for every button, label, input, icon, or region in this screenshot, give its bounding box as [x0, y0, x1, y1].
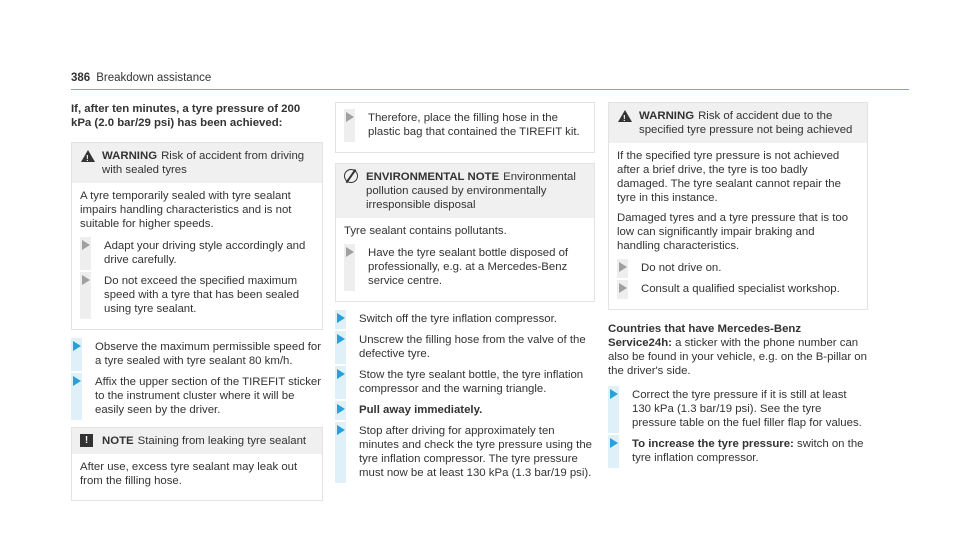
arrow-icon [610, 389, 618, 399]
list-item: To increase the tyre pressure: switch on the tyre inflation compressor. [608, 437, 868, 465]
column-2 [335, 102, 595, 487]
intro-heading: If, after ten minutes, a tyre pressure of 200 kPa (2.0 bar/29 psi) has been achieved: [71, 103, 301, 129]
note-title: Staining from leaking tyre sealant [137, 435, 307, 447]
warning-box-header [72, 143, 322, 183]
arrow-icon [82, 240, 90, 250]
list-item: Correct the tyre pressure if it is still at least 130 kPa (1.3 bar/19 psi). See the tyre pressure table on the fuel filler flap for values. [608, 388, 868, 430]
warning-box-body [72, 183, 322, 329]
warning-label: WARNING [102, 150, 158, 162]
environment-icon [344, 169, 358, 183]
list-item: Do not drive on. [617, 261, 859, 275]
page-number: 386 [71, 72, 91, 84]
section-title: Breakdown assistance [96, 72, 212, 84]
environmental-note-body: Tyre sealant contains pollutants. Have the tyre sealant bottle disposed of professionally, e.g. at a Mercedes-Benz service centre. [336, 218, 594, 301]
list-item: Do not exceed the specified maximum speed with a tyre that has been sealed using tyre sealant. [80, 274, 314, 316]
note-box-header [72, 428, 322, 454]
arrow-icon [73, 376, 81, 386]
list-item: Pull away immediately. [335, 403, 595, 417]
warning-box-body: If the specified tyre pressure is not achieved after a brief drive, the tyre is too badly damaged. The tyre sealant cannot repair the tyre in this instance. Damaged tyres and a tyre pressure that is too low can significantly impair braking and handling characteristics. Do not drive on. Consult a qualified specialist workshop. [609, 143, 867, 309]
list-item: Stop after driving for approximately ten minutes and check the tyre pressure using the tyre inflation compressor. The tyre pressure must now be at least 130 kPa (1.3 bar/19 psi). [335, 424, 595, 480]
column-3 [608, 102, 868, 472]
warning-icon [81, 150, 95, 162]
note-box-body [72, 454, 322, 500]
continued-box [335, 102, 595, 153]
arrow-icon [337, 425, 345, 435]
environmental-note-label: ENVIRONMENTAL NOTE [366, 171, 500, 183]
arrow-icon [346, 112, 354, 122]
arrow-icon [337, 313, 345, 323]
countries-paragraph: Countries that have Mercedes-Benz Service24h: a sticker with the phone number can also be found in your vehicle, e.g. on the B-pillar on the driver's side. [608, 323, 867, 377]
warning-box [71, 142, 323, 330]
note-body: After use, excess tyre sealant may leak out from the filling hose. [80, 461, 298, 487]
arrow-icon [346, 247, 354, 257]
list-item: Switch off the tyre inflation compressor. [335, 312, 595, 326]
list-item: Adapt your driving style accordingly and drive carefully. [80, 239, 314, 267]
header-rule [71, 89, 909, 90]
warning-title: Risk of accident from driving with sealed tyres [102, 150, 305, 176]
note-box [71, 427, 323, 501]
arrow-icon [337, 369, 345, 379]
arrow-icon [73, 341, 81, 351]
list-item: Observe the maximum permissible speed for a tyre sealed with tyre sealant 80 km/h. [71, 340, 323, 368]
list-item: Stow the tyre sealant bottle, the tyre inflation compressor and the warning triangle. [335, 368, 595, 396]
warning-box-header [609, 103, 867, 143]
environmental-note-box [335, 163, 595, 302]
warning-title: Risk of accident due to the specified tyre pressure not being achieved [639, 110, 853, 136]
arrow-icon [619, 283, 627, 293]
list-item: Unscrew the filling hose from the valve of the defective tyre. [335, 333, 595, 361]
column-1 [71, 102, 323, 501]
environmental-note-title: Environmental pollution caused by environmentally irresponsible disposal [366, 171, 576, 211]
list-item: Consult a qualified specialist workshop. [617, 282, 859, 296]
page-header [71, 72, 211, 84]
environmental-note-header [336, 164, 594, 218]
arrow-icon [619, 262, 627, 272]
note-label: NOTE [102, 435, 134, 447]
list-item: Affix the upper section of the TIREFIT sticker to the instrument cluster where it will be easily seen by the driver. [71, 375, 323, 417]
note-icon: ! [80, 434, 93, 447]
warning-box [608, 102, 868, 310]
arrow-icon [610, 438, 618, 448]
arrow-icon [82, 275, 90, 285]
arrow-icon [337, 334, 345, 344]
list-item: Have the tyre sealant bottle disposed of professionally, e.g. at a Mercedes-Benz service centre. [344, 246, 586, 288]
arrow-icon [337, 404, 345, 414]
warning-icon [618, 110, 632, 122]
warning-label: WARNING [639, 110, 695, 122]
list-item: Therefore, place the filling hose in the plastic bag that contained the TIREFIT kit. [344, 111, 586, 139]
warning-body: A tyre temporarily sealed with tyre sealant impairs handling characteristics and is not suitable for higher speeds. [80, 190, 292, 230]
